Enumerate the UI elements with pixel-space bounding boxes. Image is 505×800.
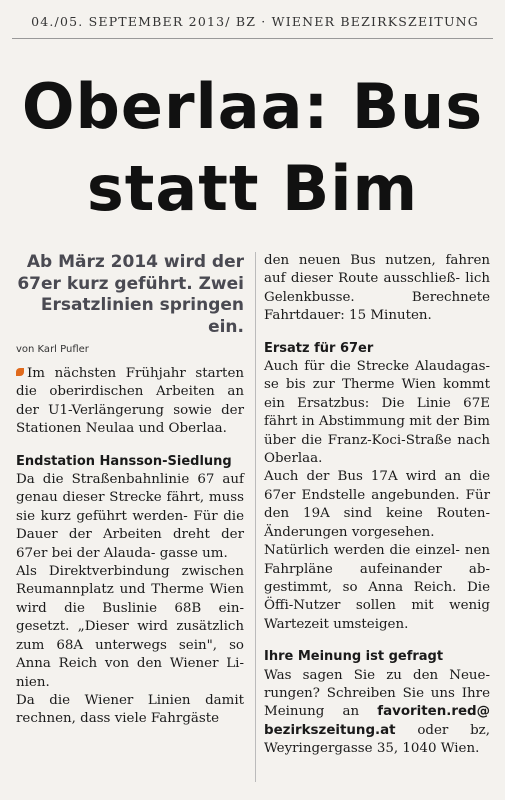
left-column [16,252,244,729]
paragraph: Da die Straßenbahnlinie 67 auf genau dieser Strecke fährt, muss sie kurz geführt werden- Für die Dauer der Arbeiten dreht der 67er bei der Alauda- gasse um. [16,472,244,561]
email-link-part-1[interactable]: favoriten.red@ [377,704,490,720]
headline-line-1: Oberlaa: Bus [21,70,484,143]
intro-text: Im nächsten Frühjahr starten die oberirdischen Arbeiten an der U1-Verlängerung sowie der Stationen Neulaa und Oberlaa. [16,366,244,437]
contact-paragraph [264,667,490,759]
paragraph: Als Direktverbindung zwischen Reumannplatz und Therme Wien wird die Buslinie 68B ein- gesetzt. „Dieser wird zusätzlich zum 68A unterwegs sein", so Anna Reich von den Wiener Li- nien. [16,564,244,690]
paragraph: Da die Wiener Linien damit rechnen, dass viele Fahrgäste [16,692,244,727]
leaf-bullet-icon [16,368,24,376]
section-heading-endstation: Endstation Hansson-Siedlung [16,453,232,469]
paragraph: Auch für die Strecke Alaudagas- se bis zur Therme Wien kommt ein Ersatzbus: Die Linie 67E fährt in Abstimmung mit der Bim über die Franz-Koci-Straße nach Oberlaa. [264,359,490,467]
paragraph: Natürlich werden die einzel- nen Fahrpläne aufeinander ab- gestimmt, so Anna Reich. Die Öffi-Nutzer sollen mit wenig Wartezeit umsteigen. [264,543,490,632]
byline: von Karl Pufler [16,344,89,355]
paragraph: Auch der Bus 17A wird an die 67er Endstelle angebunden. Für den 19A sind keine Routen- Änderungen vorgesehen. [264,469,490,540]
lead-text: Ab März 2014 wird der 67er kurz geführt. Zwei Ersatzlinien springen ein. [17,252,244,337]
continued-paragraph: den neuen Bus nutzen, fahren auf dieser Route ausschließ- lich Gelenkbusse. Berechnete Fahrtdauer: 15 Minuten. [264,253,490,324]
right-column [264,252,490,759]
header-rule [12,38,493,39]
section-heading-ersatz: Ersatz für 67er [264,340,374,356]
section-heading-meinung: Ihre Meinung ist gefragt [264,649,444,665]
email-link-part-2[interactable]: bezirkszeitung.at [264,722,396,738]
masthead: 04./05. SEPTEMBER 2013/ BZ · WIENER BEZIRKSZEITUNG [31,14,479,29]
headline-line-2: statt Bim [86,152,419,225]
headline [0,66,505,230]
column-divider [255,252,256,782]
contact-text-a: Was sagen Sie zu den Neue- rungen? Schreiben Sie uns Ihre Meinung an [264,667,490,720]
contact-text-b: oder bz, Weyringergasse 35, 1040 Wien. [264,722,490,757]
intro-paragraph [16,365,244,439]
